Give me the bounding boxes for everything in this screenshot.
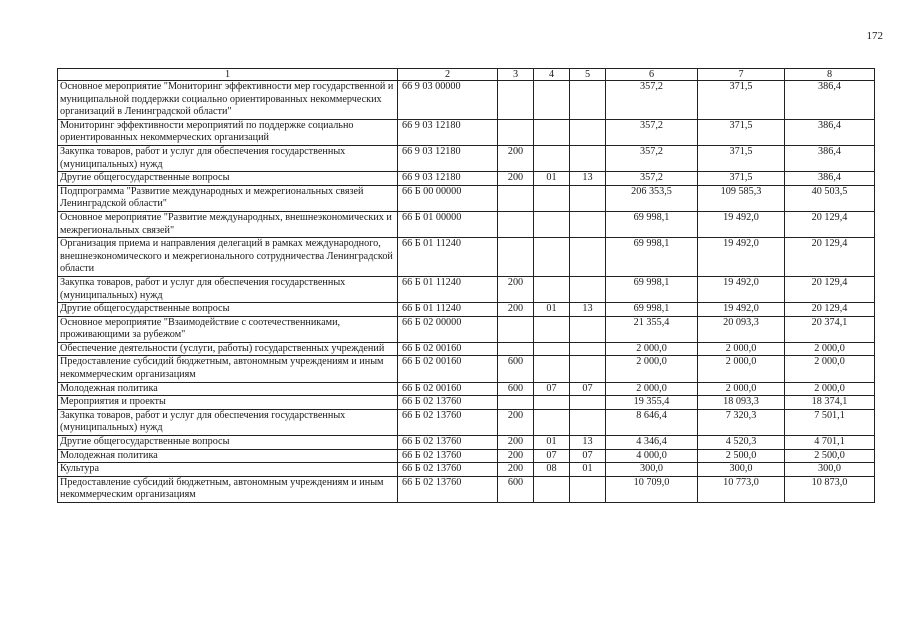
- amount-year2-cell: 109 585,3: [698, 185, 785, 211]
- amount-year2-cell: 371,5: [698, 172, 785, 186]
- description-cell: Основное мероприятие "Развитие международных, внешнеэкономических и межрегиональных связей": [58, 211, 398, 237]
- expense-type-cell: 600: [498, 382, 534, 396]
- table-row: [58, 172, 875, 186]
- description-cell: Закупка товаров, работ и услуг для обеспечения государственных (муниципальных) нужд: [58, 409, 398, 435]
- table-row: [58, 382, 875, 396]
- header-col-1: 1: [58, 69, 398, 81]
- amount-year1-cell: 357,2: [606, 172, 698, 186]
- table-row: [58, 81, 875, 120]
- expense-type-cell: [498, 211, 534, 237]
- amount-year1-cell: 300,0: [606, 463, 698, 477]
- expense-type-cell: [498, 185, 534, 211]
- amount-year1-cell: 4 346,4: [606, 436, 698, 450]
- page-number: 172: [866, 30, 883, 42]
- code-cell: 66 9 03 12180: [398, 172, 498, 186]
- amount-year2-cell: 371,5: [698, 145, 785, 171]
- subsection-cell: [570, 211, 606, 237]
- expense-type-cell: 200: [498, 436, 534, 450]
- amount-year1-cell: 8 646,4: [606, 409, 698, 435]
- description-cell: Организация приема и направления делегаций в рамках международного, внешнеэкономического и межрегионального сотрудничества Ленинградской области: [58, 238, 398, 277]
- code-cell: 66 9 03 12180: [398, 119, 498, 145]
- section-cell: [534, 316, 570, 342]
- expense-type-cell: 600: [498, 476, 534, 502]
- section-cell: [534, 145, 570, 171]
- amount-year3-cell: 2 500,0: [785, 449, 875, 463]
- amount-year3-cell: 386,4: [785, 81, 875, 120]
- amount-year3-cell: 40 503,5: [785, 185, 875, 211]
- code-cell: 66 Б 02 00160: [398, 356, 498, 382]
- expense-type-cell: [498, 396, 534, 410]
- description-cell: Молодежная политика: [58, 449, 398, 463]
- description-cell: Предоставление субсидий бюджетным, автономным учреждениям и иным некоммерческим организациям: [58, 476, 398, 502]
- description-cell: Другие общегосударственные вопросы: [58, 172, 398, 186]
- section-cell: [534, 119, 570, 145]
- expense-type-cell: [498, 316, 534, 342]
- code-cell: 66 Б 02 13760: [398, 436, 498, 450]
- amount-year1-cell: 10 709,0: [606, 476, 698, 502]
- description-cell: Мониторинг эффективности мероприятий по поддержке социально ориентированных некоммерческих организаций: [58, 119, 398, 145]
- description-cell: Мероприятия и проекты: [58, 396, 398, 410]
- section-cell: 07: [534, 382, 570, 396]
- code-cell: 66 Б 02 00000: [398, 316, 498, 342]
- section-cell: [534, 342, 570, 356]
- table-row: [58, 396, 875, 410]
- description-cell: Обеспечение деятельности (услуги, работы) государственных учреждений: [58, 342, 398, 356]
- amount-year1-cell: 69 998,1: [606, 276, 698, 302]
- subsection-cell: [570, 185, 606, 211]
- budget-table: [57, 68, 875, 503]
- subsection-cell: [570, 409, 606, 435]
- header-col-4: 4: [534, 69, 570, 81]
- amount-year2-cell: 2 000,0: [698, 382, 785, 396]
- amount-year2-cell: 19 492,0: [698, 276, 785, 302]
- amount-year1-cell: 4 000,0: [606, 449, 698, 463]
- amount-year3-cell: 2 000,0: [785, 356, 875, 382]
- subsection-cell: [570, 145, 606, 171]
- amount-year2-cell: 4 520,3: [698, 436, 785, 450]
- table-row: [58, 409, 875, 435]
- section-cell: 01: [534, 303, 570, 317]
- code-cell: 66 Б 01 11240: [398, 303, 498, 317]
- amount-year1-cell: 2 000,0: [606, 356, 698, 382]
- table-body: [58, 81, 875, 503]
- amount-year3-cell: 20 129,4: [785, 303, 875, 317]
- section-cell: [534, 396, 570, 410]
- subsection-cell: [570, 119, 606, 145]
- amount-year1-cell: 2 000,0: [606, 342, 698, 356]
- code-cell: 66 9 03 12180: [398, 145, 498, 171]
- section-cell: [534, 81, 570, 120]
- description-cell: Закупка товаров, работ и услуг для обеспечения государственных (муниципальных) нужд: [58, 276, 398, 302]
- expense-type-cell: 200: [498, 276, 534, 302]
- amount-year1-cell: 357,2: [606, 119, 698, 145]
- subsection-cell: 13: [570, 172, 606, 186]
- subsection-cell: 13: [570, 303, 606, 317]
- amount-year3-cell: 386,4: [785, 119, 875, 145]
- expense-type-cell: [498, 342, 534, 356]
- subsection-cell: 13: [570, 436, 606, 450]
- amount-year2-cell: 2 000,0: [698, 342, 785, 356]
- amount-year1-cell: 206 353,5: [606, 185, 698, 211]
- amount-year1-cell: 357,2: [606, 81, 698, 120]
- section-cell: [534, 409, 570, 435]
- amount-year3-cell: 2 000,0: [785, 382, 875, 396]
- code-cell: 66 Б 02 13760: [398, 409, 498, 435]
- expense-type-cell: [498, 119, 534, 145]
- section-cell: [534, 238, 570, 277]
- section-cell: [534, 356, 570, 382]
- expense-type-cell: 200: [498, 463, 534, 477]
- amount-year2-cell: 2 000,0: [698, 356, 785, 382]
- table-row: [58, 342, 875, 356]
- header-col-8: 8: [785, 69, 875, 81]
- amount-year3-cell: 20 374,1: [785, 316, 875, 342]
- amount-year2-cell: 19 492,0: [698, 303, 785, 317]
- subsection-cell: [570, 238, 606, 277]
- header-col-2: 2: [398, 69, 498, 81]
- code-cell: 66 Б 02 00160: [398, 382, 498, 396]
- amount-year3-cell: 18 374,1: [785, 396, 875, 410]
- amount-year3-cell: 20 129,4: [785, 276, 875, 302]
- subsection-cell: [570, 396, 606, 410]
- table-row: [58, 436, 875, 450]
- amount-year3-cell: 300,0: [785, 463, 875, 477]
- description-cell: Закупка товаров, работ и услуг для обеспечения государственных (муниципальных) нужд: [58, 145, 398, 171]
- expense-type-cell: [498, 238, 534, 277]
- amount-year3-cell: 4 701,1: [785, 436, 875, 450]
- description-cell: Подпрограмма "Развитие международных и межрегиональных связей Ленинградской области": [58, 185, 398, 211]
- subsection-cell: 07: [570, 382, 606, 396]
- section-cell: [534, 211, 570, 237]
- table-row: [58, 303, 875, 317]
- expense-type-cell: 200: [498, 409, 534, 435]
- amount-year2-cell: 19 492,0: [698, 238, 785, 277]
- section-cell: [534, 276, 570, 302]
- table-row: [58, 145, 875, 171]
- table-row: [58, 119, 875, 145]
- amount-year1-cell: 21 355,4: [606, 316, 698, 342]
- expense-type-cell: 200: [498, 449, 534, 463]
- header-row: [58, 69, 875, 81]
- amount-year3-cell: 7 501,1: [785, 409, 875, 435]
- subsection-cell: 01: [570, 463, 606, 477]
- amount-year2-cell: 371,5: [698, 119, 785, 145]
- description-cell: Другие общегосударственные вопросы: [58, 303, 398, 317]
- amount-year3-cell: 386,4: [785, 172, 875, 186]
- header-col-5: 5: [570, 69, 606, 81]
- code-cell: 66 Б 02 13760: [398, 463, 498, 477]
- subsection-cell: [570, 356, 606, 382]
- header-col-3: 3: [498, 69, 534, 81]
- header-col-6: 6: [606, 69, 698, 81]
- subsection-cell: [570, 316, 606, 342]
- code-cell: 66 Б 00 00000: [398, 185, 498, 211]
- expense-type-cell: [498, 81, 534, 120]
- code-cell: 66 Б 02 00160: [398, 342, 498, 356]
- section-cell: 08: [534, 463, 570, 477]
- amount-year1-cell: 69 998,1: [606, 211, 698, 237]
- amount-year3-cell: 20 129,4: [785, 238, 875, 277]
- amount-year1-cell: 19 355,4: [606, 396, 698, 410]
- description-cell: Предоставление субсидий бюджетным, автономным учреждениям и иным некоммерческим организациям: [58, 356, 398, 382]
- section-cell: [534, 185, 570, 211]
- amount-year1-cell: 69 998,1: [606, 303, 698, 317]
- amount-year1-cell: 69 998,1: [606, 238, 698, 277]
- table-row: [58, 238, 875, 277]
- code-cell: 66 9 03 00000: [398, 81, 498, 120]
- header-col-7: 7: [698, 69, 785, 81]
- amount-year3-cell: 20 129,4: [785, 211, 875, 237]
- section-cell: 01: [534, 436, 570, 450]
- amount-year3-cell: 386,4: [785, 145, 875, 171]
- amount-year3-cell: 2 000,0: [785, 342, 875, 356]
- description-cell: Молодежная политика: [58, 382, 398, 396]
- expense-type-cell: 200: [498, 303, 534, 317]
- description-cell: Основное мероприятие "Мониторинг эффективности мер государственной и муниципальной поддержки социально ориентированных некоммерческих организаций в Ленинградской области": [58, 81, 398, 120]
- amount-year2-cell: 300,0: [698, 463, 785, 477]
- amount-year3-cell: 10 873,0: [785, 476, 875, 502]
- description-cell: Основное мероприятие "Взаимодействие с соотечественниками, проживающими за рубежом": [58, 316, 398, 342]
- section-cell: [534, 476, 570, 502]
- table-row: [58, 449, 875, 463]
- code-cell: 66 Б 02 13760: [398, 476, 498, 502]
- code-cell: 66 Б 02 13760: [398, 449, 498, 463]
- table-row: [58, 463, 875, 477]
- table-row: [58, 185, 875, 211]
- subsection-cell: 07: [570, 449, 606, 463]
- amount-year2-cell: 7 320,3: [698, 409, 785, 435]
- section-cell: 01: [534, 172, 570, 186]
- table-row: [58, 476, 875, 502]
- amount-year2-cell: 371,5: [698, 81, 785, 120]
- description-cell: Культура: [58, 463, 398, 477]
- code-cell: 66 Б 01 00000: [398, 211, 498, 237]
- code-cell: 66 Б 02 13760: [398, 396, 498, 410]
- expense-type-cell: 600: [498, 356, 534, 382]
- amount-year2-cell: 20 093,3: [698, 316, 785, 342]
- table-row: [58, 316, 875, 342]
- expense-type-cell: 200: [498, 145, 534, 171]
- subsection-cell: [570, 276, 606, 302]
- amount-year1-cell: 357,2: [606, 145, 698, 171]
- subsection-cell: [570, 476, 606, 502]
- description-cell: Другие общегосударственные вопросы: [58, 436, 398, 450]
- table-row: [58, 211, 875, 237]
- table-row: [58, 356, 875, 382]
- amount-year2-cell: 10 773,0: [698, 476, 785, 502]
- section-cell: 07: [534, 449, 570, 463]
- table-row: [58, 276, 875, 302]
- amount-year2-cell: 2 500,0: [698, 449, 785, 463]
- code-cell: 66 Б 01 11240: [398, 238, 498, 277]
- amount-year1-cell: 2 000,0: [606, 382, 698, 396]
- code-cell: 66 Б 01 11240: [398, 276, 498, 302]
- amount-year2-cell: 19 492,0: [698, 211, 785, 237]
- subsection-cell: [570, 81, 606, 120]
- amount-year2-cell: 18 093,3: [698, 396, 785, 410]
- expense-type-cell: 200: [498, 172, 534, 186]
- subsection-cell: [570, 342, 606, 356]
